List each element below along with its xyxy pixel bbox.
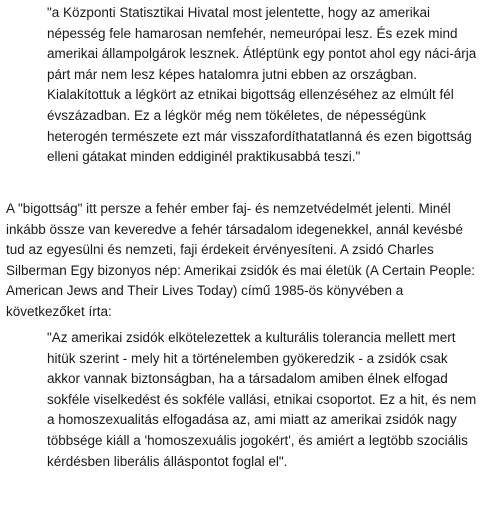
- blockquote-silberman: "Az amerikai zsidók elkötelezettek a kulturális tolerancia mellett mert hitük szerint - mely hit a történelemben gyökeredzik - a zsidók csak akkor vannak biztonságban, ha a társadalom amiben élnek elfogad sokféle viselkedést és sokféle vallási, etnikai csoportot. Ez a hit, és nem a homoszexualitás elfogadása az, ami miatt az amerikai zsidók nagy többsége kiáll a 'homoszexuális jogokért', és amiért a legtöbb szociális kérdésben liberális álláspontot foglal el".: [47, 330, 477, 469]
- body-paragraph-bigotry: A "bigottság" itt persze a fehér ember faj- és nemzetvédelmét jelenti. Minél inkább össze van keveredve a fehér társadalom idegenekkel, annál kevésbé tud az egyesülni és nemzeti, faji érdekeit érvényesíteni. A zsidó Charles Silberman Egy bizonyos nép: Amerikai zsidók és mai életük (A Certain People: American Jews and Their Lives Today) című 1985-ös könyvében a következőket írta:: [6, 201, 475, 319]
- blockquote-census-statement: "a Központi Statisztikai Hivatal most jelentette, hogy az amerikai népesség fele hamarosan nemfehér, nemeurópai lesz. És ezek mind amerikai állampolgárok lesznek. Átléptünk egy pontot ahol egy náci-árja párt már nem lesz képes hatalomra jutni ebben az országban. Kialakítottuk a légkört az etnikai bigottság ellenzéséhez az elmúlt fél évszázadban. Ez a légkör még nem tökéletes, de népességünk heterogén természete ezt már visszafordíthatatlanná és ezen bigottság elleni gátakat minden eddiginél praktikusabbá teszi.": [47, 5, 477, 165]
